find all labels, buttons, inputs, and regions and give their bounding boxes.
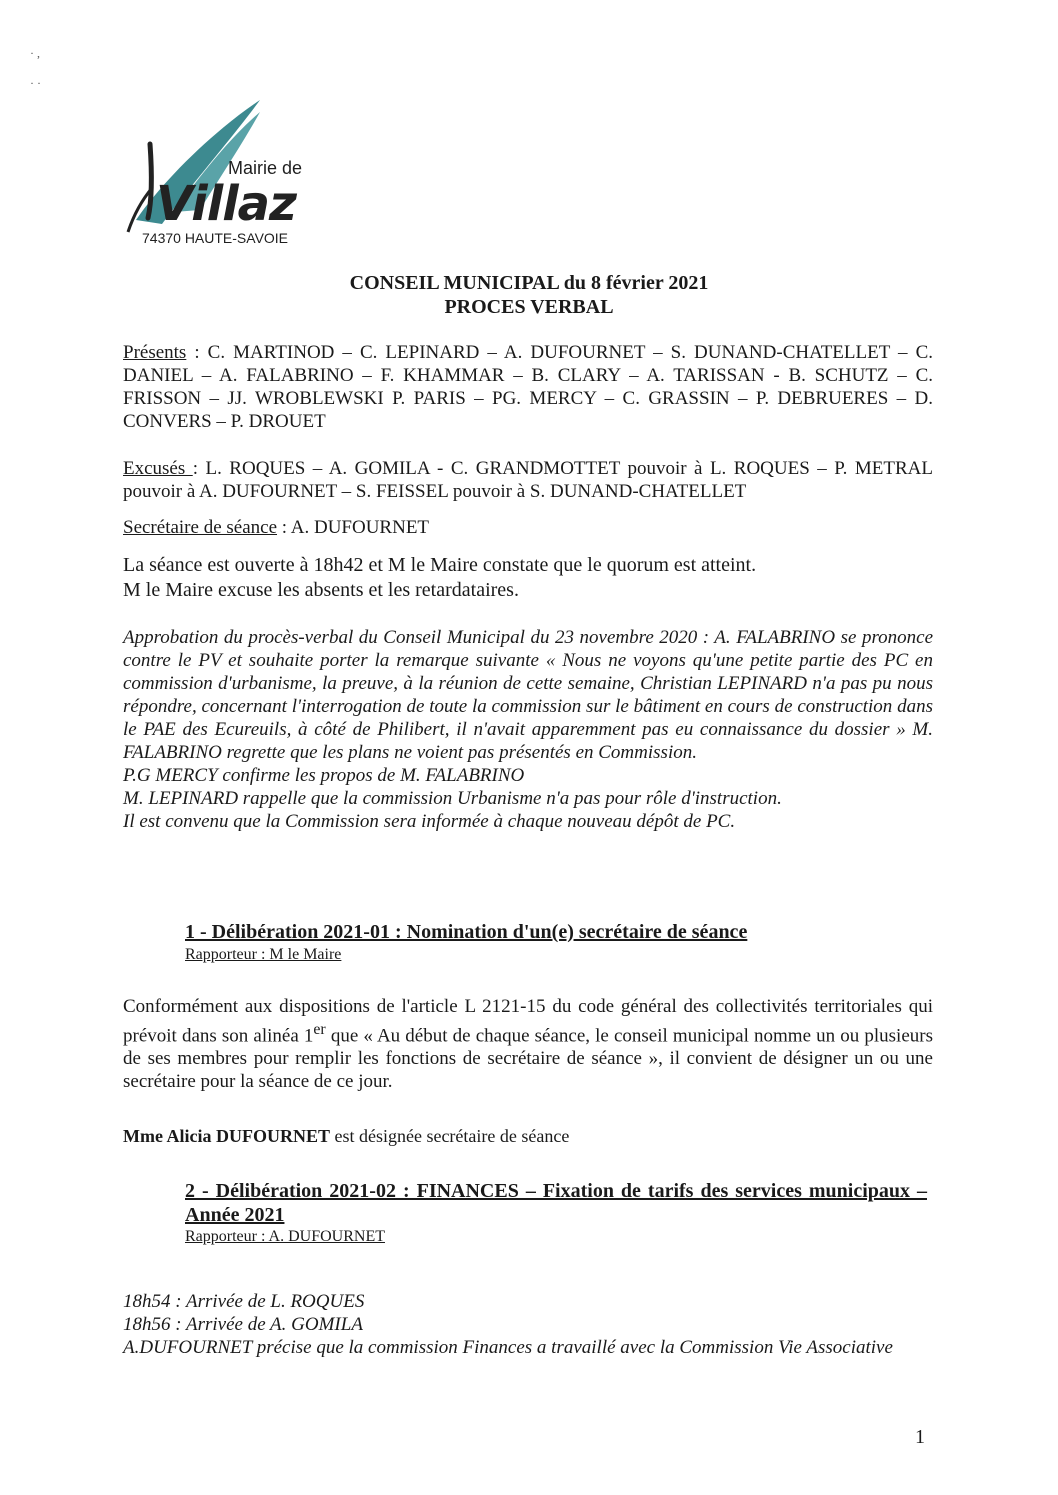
page-number: 1 xyxy=(915,1426,925,1448)
scan-specks: · , · · xyxy=(30,46,41,90)
opening-line-2: M le Maire excuse les absents et les retardataires. xyxy=(123,579,519,601)
deliberation-1-heading: 1 - Délibération 2021-01 : Nomination d'un(e) secrétaire de séance xyxy=(185,921,748,943)
arrival-roques: 18h54 : Arrivée de L. ROQUES xyxy=(123,1291,365,1312)
secretary-label: Secrétaire de séance xyxy=(123,517,278,538)
excused-list xyxy=(123,457,933,503)
deliberation-1-body-start: Conformément aux dispositions de l'article L 2121-15 du code général des collectivités territoriales qui prévoit dans son alinéa 1 xyxy=(123,996,933,1047)
opening-statement xyxy=(123,553,933,603)
document-subtitle: PROCES VERBAL xyxy=(444,296,614,318)
deliberation-2-rapporteur: Rapporteur : A. DUFOURNET xyxy=(185,1228,385,1245)
logo-mairie-de: Mairie de xyxy=(228,158,303,178)
excused-label: Excusés xyxy=(123,458,193,479)
deliberation-1-body-sup: er xyxy=(313,1021,326,1038)
present-label: Présents xyxy=(123,342,187,363)
logo-villaz: Villaz xyxy=(156,176,296,232)
deliberation-2-notes xyxy=(123,1290,933,1359)
approval-section xyxy=(123,626,933,833)
approval-paragraph: Approbation du procès-verbal du Conseil Municipal du 23 novembre 2020 : A. FALABRINO se prononce contre le PV et souhaite porter la remarque suivante « Nous ne voyons qu'une petite partie des PC en commission d'urbanisme, la preuve, à la réunion de cette semaine, Christian LEPINARD n'a pas pu nous répondre, concernant l'interrogation de toute la commission sur le bâtiment en cours de construction dans le PAE des Ecureuils, à côté de Philibert, il n'avait apparemment pas eu connaissance du dossier » M. FALABRINO regrette que les plans ne voient pas présentés en Commission. xyxy=(123,627,933,763)
opening-line-1: La séance est ouverte à 18h42 et M le Maire constate que le quorum est atteint. xyxy=(123,554,757,576)
deliberation-2-heading: 2 - Délibération 2021-02 : FINANCES – Fixation de tarifs des services municipaux – Année 2021 xyxy=(185,1180,927,1226)
document-title: CONSEIL MUNICIPAL du 8 février 2021 xyxy=(349,272,709,294)
secretary-name: : A. DUFOURNET xyxy=(277,517,430,538)
deliberation-1-rapporteur: Rapporteur : M le Maire xyxy=(185,946,342,963)
deliberation-1-body-end: que « Au début de chaque séance, le conseil municipal nomme un ou plusieurs de ses membres pour remplir les fonctions de secrétaire de séance », il convient de désigner un ou une secrétaire pour la séance de ce jour. xyxy=(123,1025,933,1093)
finances-note: A.DUFOURNET précise que la commission Finances a travaillé avec la Commission Vie Associative xyxy=(123,1337,893,1358)
deliberation-1-result xyxy=(123,1125,933,1148)
approval-mercy: P.G MERCY confirme les propos de M. FALABRINO xyxy=(123,765,525,786)
mairie-logo xyxy=(122,92,312,252)
designated-secretary-rest: est désignée secrétaire de séance xyxy=(329,1126,570,1146)
deliberation-1-body xyxy=(123,995,933,1093)
excused-names: : L. ROQUES – A. GOMILA - C. GRANDMOTTET pouvoir à L. ROQUES – P. METRAL pouvoir à A. DUFOURNET – S. FEISSEL pouvoir à S. DUNAND-CHATELLET xyxy=(123,458,933,502)
arrival-gomila: 18h56 : Arrivée de A. GOMILA xyxy=(123,1314,363,1335)
present-names: : C. MARTINOD – C. LEPINARD – A. DUFOURNET – S. DUNAND-CHATELLET – C. DANIEL – A. FALABRINO – F. KHAMMAR – B. CLARY – A. TARISSAN - B. SCHUTZ – C. FRISSON – JJ. WROBLEWSKI P. PARIS – PG. MERCY – C. GRASSIN – P. DEBRUERES – D. CONVERS – P. DROUET xyxy=(123,342,933,432)
approval-lepinard: M. LEPINARD rappelle que la commission Urbanisme n'a pas pour rôle d'instruction. xyxy=(123,788,782,809)
approval-conclusion: Il est convenu que la Commission sera informée à chaque nouveau dépôt de PC. xyxy=(123,811,736,832)
logo-department: 74370 HAUTE-SAVOIE xyxy=(142,230,289,246)
secretary-line xyxy=(123,516,933,539)
present-list xyxy=(123,341,933,433)
designated-secretary-name: Mme Alicia DUFOURNET xyxy=(123,1126,330,1146)
